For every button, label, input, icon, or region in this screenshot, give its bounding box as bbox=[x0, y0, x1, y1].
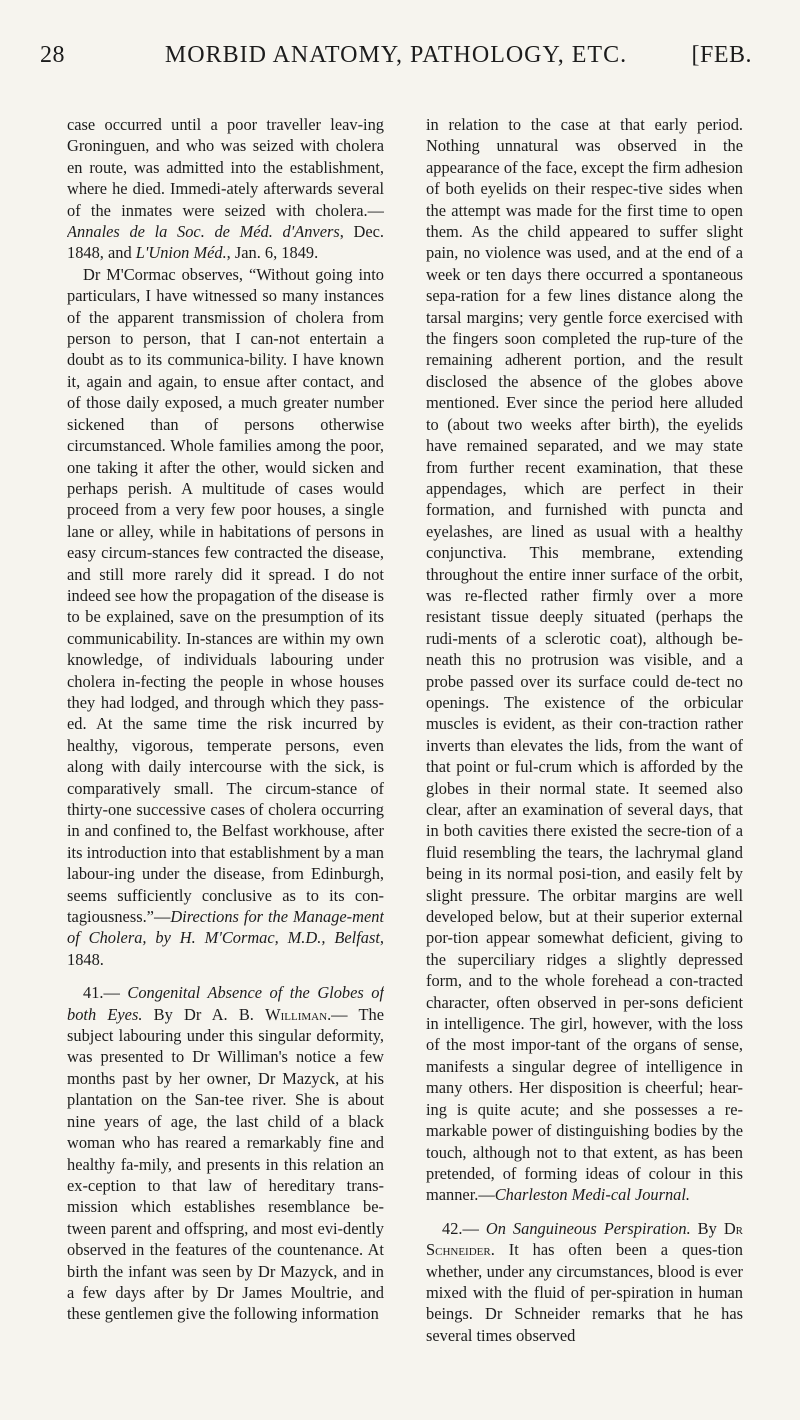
citation: Directions for the Manage-ment of Cholera, by H. M'Cormac, M.D., Belfast bbox=[67, 907, 384, 948]
section-42 bbox=[426, 1218, 743, 1346]
text: Dr M'Cormac observes, “Without going into particulars, I have witnessed so many instances of the apparent transmission of cholera from person to person, that I can-not entertain a doubt as to its communica-bility. I have known it, again and again, to ensue after contact, and of those daily exposed, a much greater number sickened than of persons otherwise circumstanced. Whole families among the poor, one taking it after the other, would sicken and perhaps perish. A multitude of cases would proceed from a very few poor houses, a single lane or alley, while in habitations of persons in easy circum-stances few contracted the disease, and still more rarely did it spread. I do not indeed see how the propagation of the disease is to be explained, save on the presumption of its communicability. In-stances are within my own knowledge, of individuals labouring under cholera in-fecting the people in whose houses they had lodged, and through which they pass-ed. At the same time the risk incurred by healthy, vigorous, temperate persons, even along with daily intercourse with the sick, is comparatively small. The circum-stance of thirty-one successive cases of cholera occurring in and confined to, the Belfast workhouse, after its introduction into that establishment by a man labour-ing under the disease, from Edinburgh, seems sufficiently conclusive as to its con-tagiousness.”— bbox=[67, 264, 384, 927]
text: .— The subject labouring under this singular deformity, was presented to Dr Williman's notice a few months past by her owner, Dr Mazyck, at his plantation on the San-tee river. She is about nine years of age, the last child of a black woman who has reared a remarkably fine and healthy fa-mily, and presents in this relation an ex-ception to that law of hereditary trans-mission which establishes resemblance be-tween parent and offspring, and most evi-dently observed in the features of the countenance. At birth the infant was seen by Dr Mazyck, and in a few days after by Dr James Moultrie, and these gentlemen give the following information bbox=[67, 1004, 384, 1324]
section-number: 42.— bbox=[442, 1218, 486, 1238]
text: . It has often been a ques-tion whether, under any circumstances, blood is ever mixed with the fluid of per-spiration in human beings. Dr Schneider remarks that he has several times observed bbox=[426, 1240, 743, 1345]
text: case occurred until a poor traveller leav-ing Groninguen, and who was seized with cholera en route, was admitted into the establishment, where he died. Immedi-ately afterwards several of the inmates were seized with cholera.— bbox=[67, 115, 384, 220]
text: By bbox=[690, 1218, 724, 1238]
header-month: [FEB. bbox=[691, 42, 752, 68]
left-column bbox=[67, 114, 384, 1404]
author-name: Williman bbox=[265, 1004, 328, 1024]
paragraph bbox=[67, 264, 384, 970]
running-title: MORBID ANATOMY, PATHOLOGY, ETC. bbox=[164, 42, 628, 68]
section-title: On Sanguineous Perspiration. bbox=[485, 1218, 691, 1238]
right-column bbox=[426, 114, 743, 1404]
text: , Jan. 6, 1849. bbox=[226, 243, 319, 263]
author-name: Dr Schneider bbox=[426, 1218, 743, 1260]
running-header bbox=[40, 42, 752, 82]
text: , Dec. 1848, and bbox=[67, 222, 384, 263]
section-number: 41.— bbox=[83, 983, 128, 1003]
page-number: 28 bbox=[40, 42, 65, 68]
citation: Annales de la Soc. de Méd. d'Anvers bbox=[67, 222, 340, 242]
text: in relation to the case at that early period. Nothing unnatural was observed in the appearance of the face, except the firm adhesion of both eyelids on their respec-tive sides when the attempt was made for the first time to open them. As the child appeared to suffer slight pain, no violence was used, and at the end of a week or ten days there occurred a spontaneous sepa-ration for a few lines distance along the tarsal margins; very gentle force exercised with the fingers soon completed the rup-ture of the remaining adherent portion, and the result disclosed the absence of the globes above mentioned. Ever since the period here alluded to (about two weeks after birth), the eyelids have remained separated, and we may state from further recent examination, that these appendages, which are perfect in their formation, and furnished with puncta and eyelashes, are lined as usual with a healthy conjunctiva. This membrane, extending throughout the entire inner surface of the orbit, was re-flected rather firmly over a more resistant tissue deeply situated (perhaps the rudi-ments of a sclerotic coat), although be-neath this no protrusion was visible, and a probe passed over its surface could de-tect no openings. The existence of the orbicular muscles is evident, as their con-traction rather inverts than elevates the lids, from the want of that point or ful-crum which is afforded by the globes in their normal state. It seemed also clear, after an examination of several days, that in both cavities there existed the secre-tion of a fluid resembling the tears, the lachrymal gland being in its normal posi-tion, and easily felt by slight pressure. The orbitar margins are well developed below, but at their superior external por-tion appear somewhat deficient, giving to the superciliary ridges a slightly depressed form, and to the whole forehead a con-tracted character, often observed in per-sons deficient in intelligence. The girl, however, with the loss of the most impor-tant of the organs of sense, manifests a singular degree of intelligence in many others. Her disposition is cheerful; hear-ing is quite acute; and she possesses a re-markable power of distinguishing bodies by the touch, although not to that extent, as has been pretended, of forming ideas of colour in this manner.— bbox=[426, 115, 743, 1205]
text: By Dr A. B. bbox=[142, 1004, 266, 1024]
paragraph bbox=[426, 114, 743, 1206]
citation: Charleston Medi-cal Journal. bbox=[494, 1185, 691, 1205]
paragraph bbox=[67, 114, 384, 264]
section-41 bbox=[67, 982, 384, 1325]
section-title: Congenital Absence of the Globes of both Eyes. bbox=[67, 983, 384, 1024]
citation: L'Union Méd. bbox=[135, 243, 227, 263]
text: , 1848. bbox=[67, 928, 384, 969]
